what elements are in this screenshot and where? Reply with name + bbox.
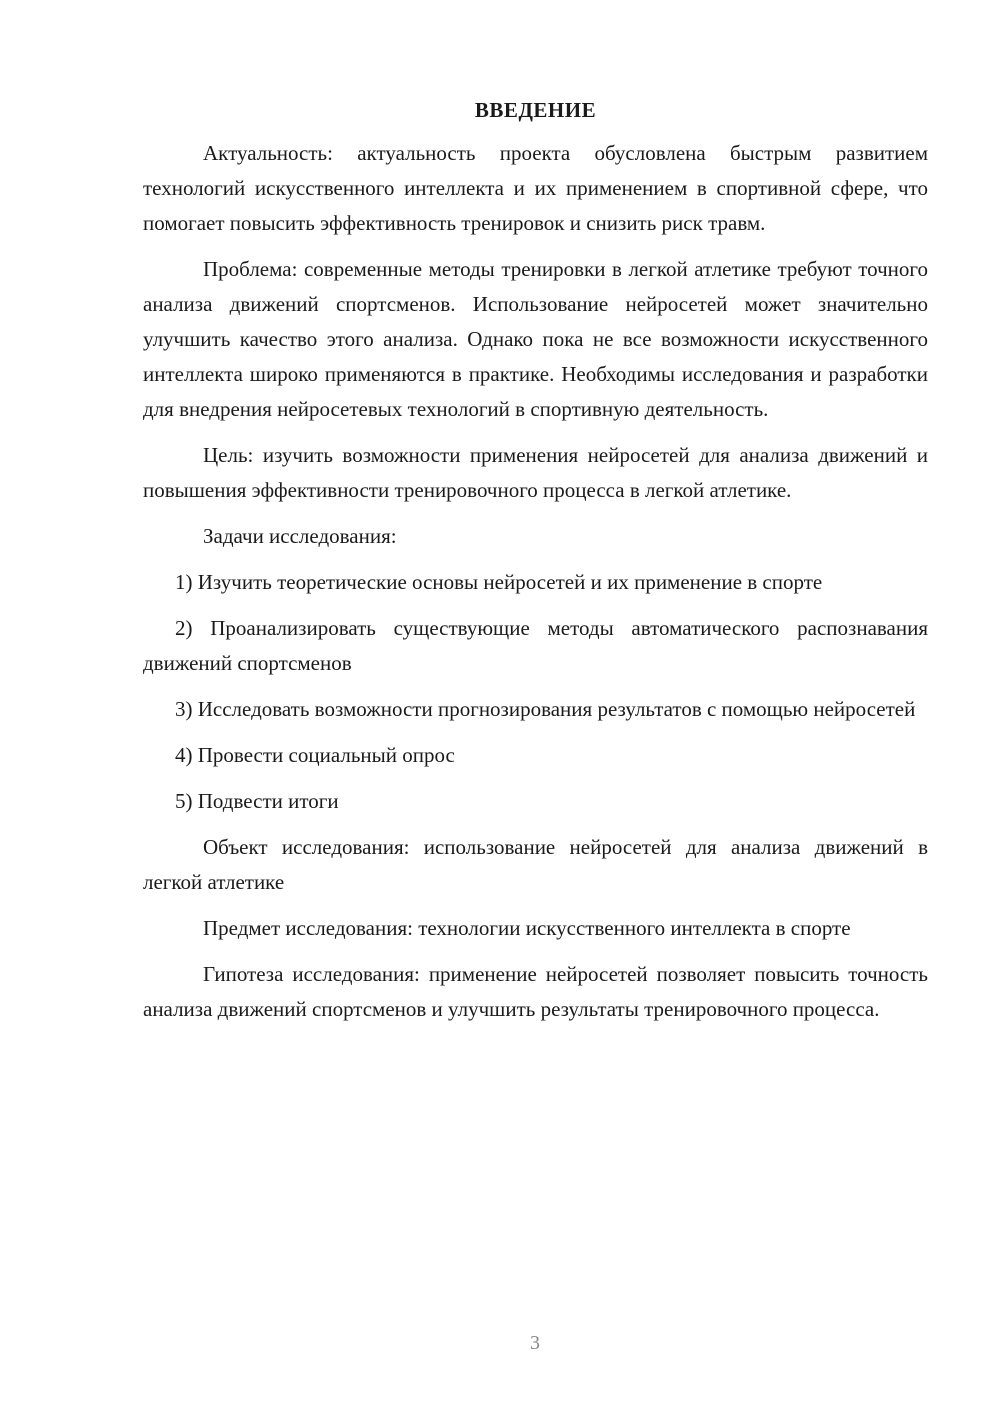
hypothesis-paragraph: Гипотеза исследования: применение нейросетей позволяет повысить точность анализа движений спортсменов и улучшить результаты тренировочного процесса. — [143, 962, 928, 1021]
page-number: 3 — [530, 1332, 540, 1354]
subject-paragraph: Предмет исследования: технологии искусственного интеллекта в спорте — [203, 916, 851, 940]
task-item-4: 4) Провести социальный опрос — [175, 743, 455, 767]
problem-paragraph: Проблема: современные методы тренировки в легкой атлетике требуют точного анализа движений спортсменов. Использование нейросетей может значительно улучшить качество этого анализа. Однако пока не все возможности искусственного интеллекта широко применяются в практике. Необходимы исследования и разработки для внедрения нейросетевых технологий в спортивную деятельность. — [143, 257, 928, 421]
actuality-paragraph: Актуальность: актуальность проекта обусловлена быстрым развитием технологий искусственного интеллекта и их применением в спортивной сфере, что помогает повысить эффективность тренировок и снизить риск травм. — [143, 141, 928, 235]
document-title: ВВЕДЕНИЕ — [474, 98, 597, 122]
goal-paragraph: Цель: изучить возможности применения нейросетей для анализа движений и повышения эффективности тренировочного процесса в легкой атлетике. — [143, 443, 928, 502]
task-item-2: 2) Проанализировать существующие методы автоматического распознавания движений спортсменов — [143, 616, 928, 675]
document-page — [143, 90, 928, 1038]
tasks-heading: Задачи исследования: — [203, 524, 397, 548]
object-paragraph: Объект исследования: использование нейросетей для анализа движений в легкой атлетике — [143, 835, 928, 894]
task-item-5: 5) Подвести итоги — [175, 789, 339, 813]
task-item-3: 3) Исследовать возможности прогнозирования результатов с помощью нейросетей — [175, 697, 916, 721]
task-item-1: 1) Изучить теоретические основы нейросетей и их применение в спорте — [175, 570, 823, 594]
